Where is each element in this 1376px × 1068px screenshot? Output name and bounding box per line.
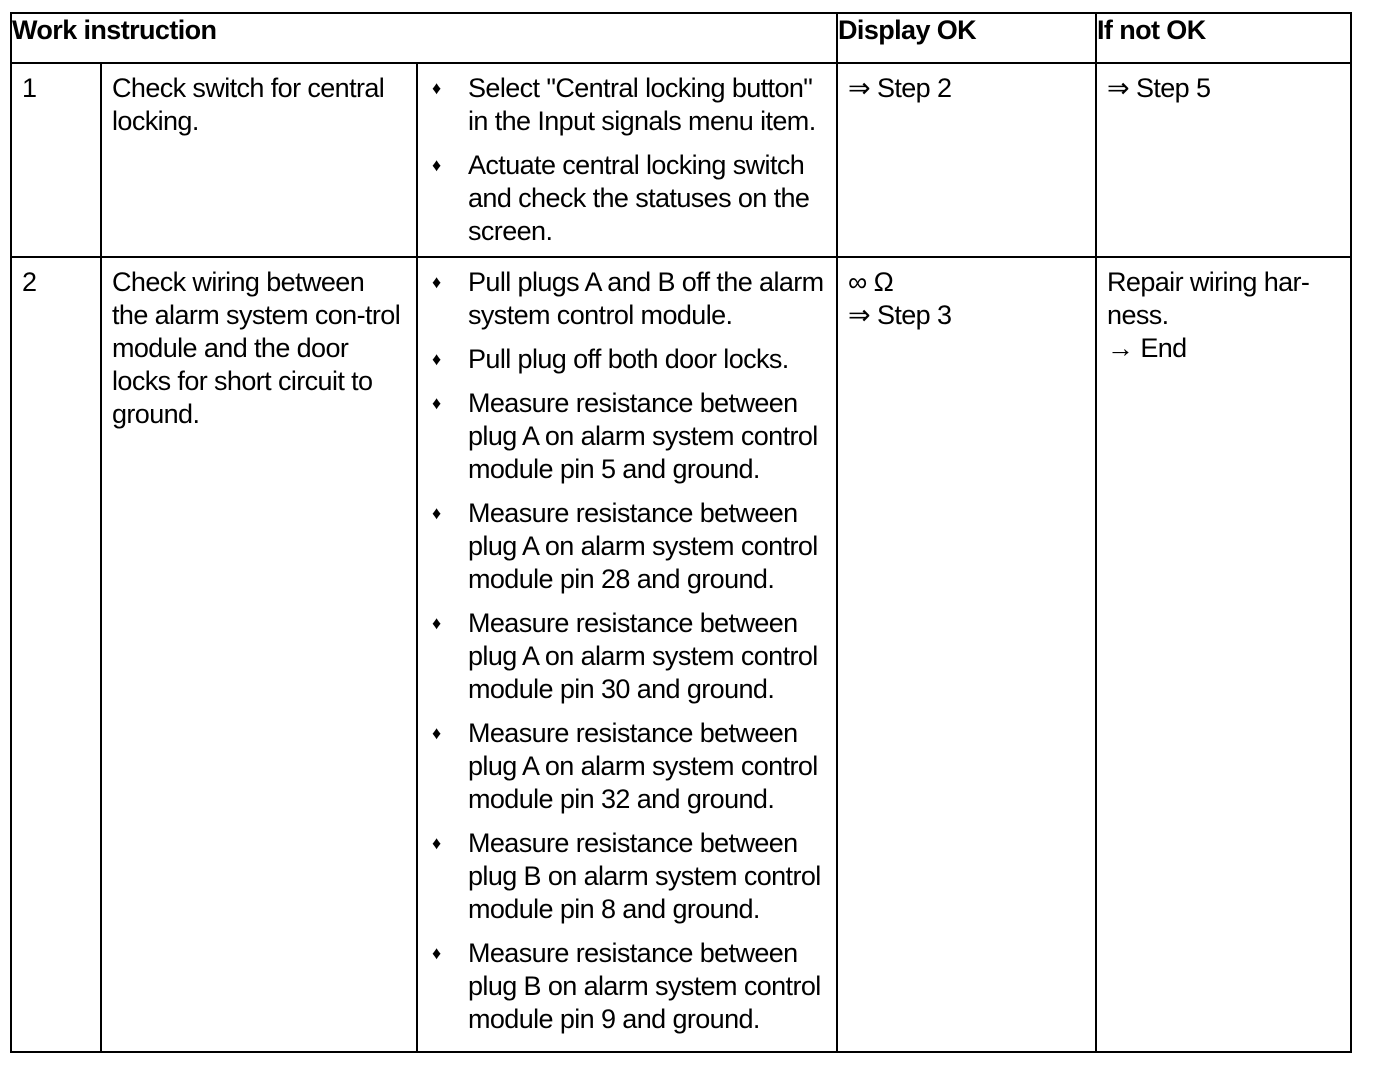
header-if-not-ok: If not OK [1096,13,1351,63]
diamond-bullet-icon: ♦ [432,349,441,369]
instruction-text: Measure resistance between plug A on alarm system control module pin 28 and ground. [468,498,818,594]
instruction-text: Measure resistance between plug B on alarm system control module pin 8 and ground. [468,828,821,924]
instruction-text: Measure resistance between plug B on alarm system control module pin 9 and ground. [468,938,821,1034]
table-row [11,63,1351,257]
instruction-list [430,72,824,248]
instruction-list-cell [417,63,837,257]
diamond-bullet-icon: ♦ [432,393,441,413]
step-number: 2 [11,257,101,1052]
if-not-ok-result: ⇒ Step 5 [1107,73,1211,103]
list-item [430,72,824,138]
diamond-bullet-icon: ♦ [432,833,441,853]
display-ok-value: ∞ Ω [848,267,894,297]
diamond-bullet-icon: ♦ [432,155,441,175]
list-item [430,387,824,486]
instruction-text: Actuate central locking switch and check the statuses on the screen. [468,150,810,246]
if-not-ok-action: Repair wiring har-ness. [1107,267,1310,330]
diamond-bullet-icon: ♦ [432,613,441,633]
list-item [430,827,824,926]
instruction-text: Pull plugs A and B off the alarm system control module. [468,267,824,330]
header-display-ok: Display OK [837,13,1096,63]
table-row [11,257,1351,1052]
table-header-row [11,13,1351,63]
list-item [430,149,824,248]
instruction-text: Measure resistance between plug A on alarm system control module pin 32 and ground. [468,718,818,814]
list-item [430,266,824,332]
diamond-bullet-icon: ♦ [432,723,441,743]
instruction-list-cell [417,257,837,1052]
display-ok-cell [837,63,1096,257]
work-instruction-table [10,12,1352,1053]
diamond-bullet-icon: ♦ [432,503,441,523]
display-ok-result: ⇒ Step 3 [848,300,952,330]
instruction-text: Select "Central locking button" in the Input signals menu item. [468,73,816,136]
header-work-instruction: Work instruction [11,13,837,63]
instruction-text: Measure resistance between plug A on alarm system control module pin 5 and ground. [468,388,818,484]
step-number: 1 [11,63,101,257]
list-item [430,937,824,1036]
diamond-bullet-icon: ♦ [432,943,441,963]
display-ok-result: ⇒ Step 2 [848,73,952,103]
instruction-text: Measure resistance between plug A on alarm system control module pin 30 and ground. [468,608,818,704]
list-item [430,343,824,376]
diamond-bullet-icon: ♦ [432,78,441,98]
display-ok-cell [837,257,1096,1052]
instruction-list [430,266,824,1036]
task-description: Check wiring between the alarm system con-trol module and the door locks for short circuit to ground. [101,257,417,1052]
if-not-ok-cell [1096,257,1351,1052]
list-item [430,497,824,596]
diamond-bullet-icon: ♦ [432,272,441,292]
if-not-ok-cell [1096,63,1351,257]
list-item [430,607,824,706]
list-item [430,717,824,816]
if-not-ok-result: → End [1107,333,1187,363]
task-description: Check switch for central locking. [101,63,417,257]
instruction-text: Pull plug off both door locks. [468,344,789,374]
